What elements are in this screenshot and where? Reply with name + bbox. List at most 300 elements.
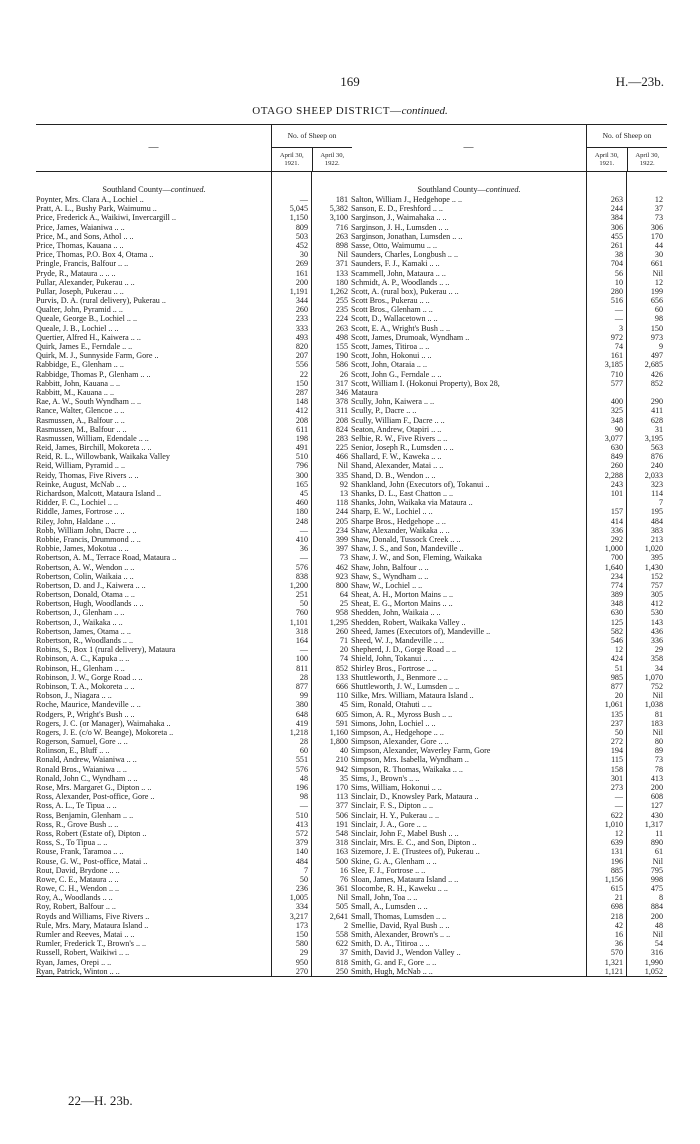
table-row <box>36 627 352 636</box>
sheep-1922: 1,160 <box>329 727 348 737</box>
table-row <box>351 958 667 967</box>
owner-name: Rabbitt, M., Kauana .. .. <box>36 387 115 397</box>
sheep-1921: 280 <box>610 286 623 296</box>
sheep-1922: Nil <box>652 691 663 701</box>
table-row <box>36 204 352 213</box>
table-row <box>36 930 352 939</box>
sheep-1921: 384 <box>610 213 623 223</box>
sheep-1921: 516 <box>610 296 623 306</box>
table-row <box>36 314 352 323</box>
table-row <box>36 342 352 351</box>
sheep-1921: 639 <box>610 838 623 848</box>
table-row <box>351 250 667 259</box>
table-row <box>351 461 667 470</box>
sheep-1922: 60 <box>654 305 663 315</box>
sheep-1922: 973 <box>650 332 663 342</box>
table-row <box>351 443 667 452</box>
owner-name: Scott, John G., Ferndale .. .. <box>351 369 442 379</box>
owner-name: Shepherd, J. D., Gorge Road .. .. <box>351 645 457 655</box>
table-row <box>351 241 667 250</box>
sheep-1922: 13 <box>339 489 348 498</box>
table-row <box>351 967 667 976</box>
sheep-1921: 51 <box>614 663 623 673</box>
table-row <box>36 269 352 278</box>
owner-name: Roy, A., Woodlands .. .. <box>36 893 113 903</box>
sheep-1922: 181 <box>335 195 348 204</box>
owner-name: Smith, D. A., Titiroa .. .. <box>351 939 430 949</box>
sheep-1922: 358 <box>650 654 663 664</box>
sheep-1921: 419 <box>295 718 308 728</box>
owner-name: Robinson, A. C., Kapuka .. .. <box>36 654 130 664</box>
owner-name: Rasmussen, A., Balfour .. .. <box>36 415 125 425</box>
sheep-1921: 622 <box>610 810 623 820</box>
owner-name: Ronald, Andrew, Waianiwa .. .. <box>36 755 137 765</box>
table-row <box>36 517 352 526</box>
sheep-1922: 170 <box>335 783 348 792</box>
table-body <box>351 172 667 977</box>
sheep-1921: 1,010 <box>604 819 623 829</box>
owner-name: Shaw, J. S., and Son, Mandeville .. <box>351 544 464 554</box>
sheep-1921: 243 <box>610 479 623 489</box>
sheep-1921: 460 <box>295 498 308 508</box>
sheep-1921: 45 <box>299 489 308 498</box>
table-row <box>351 710 667 719</box>
sheep-1922: 81 <box>654 709 663 719</box>
sheep-1922: 411 <box>651 406 663 416</box>
owner-name: Pryde, R., Mataura .. .. .. <box>36 268 116 278</box>
owner-name: Smith, G. and F., Gore .. .. <box>351 957 437 967</box>
sheep-1922: 426 <box>650 369 663 379</box>
table-row <box>351 397 667 406</box>
sheep-1922: 26 <box>339 369 348 379</box>
owner-name: Shuttleworth, J. W., Lumsden .. .. <box>351 681 460 691</box>
sheep-1921: 424 <box>610 654 623 664</box>
sheep-1922: 800 <box>335 580 348 590</box>
document-reference: H.—23b. <box>615 74 664 89</box>
sheep-1921: 261 <box>610 240 623 250</box>
owner-name: Scammell, John, Mataura .. .. <box>351 268 446 278</box>
table-row <box>351 351 667 360</box>
sheep-1921: 379 <box>295 838 308 848</box>
sheep-1921: 452 <box>295 240 308 250</box>
sheep-1922: 30 <box>654 250 663 260</box>
owner-name: Robins, S., Box 1 (rural delivery), Mataura <box>36 645 176 655</box>
sheep-1921: 572 <box>295 828 308 838</box>
table-row <box>351 829 667 838</box>
owner-name: Robertson, D. and J., Kaiwera .. .. <box>36 580 146 590</box>
sheep-1921: 7 <box>303 865 308 875</box>
owner-name: Small, A., Lumsden .. .. <box>351 902 428 912</box>
sheep-1922: 208 <box>335 415 348 425</box>
sheep-1921: 237 <box>610 718 623 728</box>
sheep-1922: 852 <box>650 378 663 388</box>
owner-name: Rogerson, Samuel, Gore .. .. <box>36 737 128 747</box>
sheep-1922: 152 <box>650 571 663 581</box>
owner-name: Ross, Robert (Estate of), Dipton .. <box>36 828 147 838</box>
owner-name: Queale, J. B., Lochiel .. .. <box>36 323 119 333</box>
owner-name: Scott, A. (rural box), Pukerau .. .. <box>351 286 459 296</box>
table-row <box>351 507 667 516</box>
sheep-1921: — <box>614 305 623 315</box>
sheep-1921: 196 <box>610 856 623 866</box>
sheep-1921: 809 <box>295 222 308 232</box>
owner-name: Rasmussen, William, Edendale .. .. <box>36 433 149 443</box>
sheep-1922: 250 <box>335 966 348 976</box>
sheep-1921: 248 <box>295 516 308 526</box>
table-row <box>36 287 352 296</box>
owner-name: Smith, Alexander, Brown's .. .. <box>351 930 451 939</box>
sheep-1922: 1,990 <box>644 957 663 967</box>
sheep-1922: 180 <box>335 277 348 287</box>
sheep-1921: 207 <box>295 351 308 361</box>
owner-name: Scott, James, Drumoak, Wyndham .. <box>351 332 470 342</box>
table-row <box>351 838 667 847</box>
table-row <box>36 507 352 516</box>
table-row <box>351 857 667 866</box>
table-row <box>36 223 352 232</box>
page-number: 169 <box>340 74 360 89</box>
owner-name: Simpson, Alexander, Gore .. .. <box>351 737 449 747</box>
table-row <box>36 489 352 498</box>
table-row <box>351 213 667 222</box>
sheep-1921: 493 <box>295 332 308 342</box>
sheep-1922: 795 <box>650 865 663 875</box>
owner-name: Robertson, R., Woodlands .. .. <box>36 636 133 645</box>
owner-name: Robertson, Donald, Otama .. .. <box>36 590 135 600</box>
table-row <box>351 471 667 480</box>
owner-name: Scott, James, Titiroa .. .. <box>351 342 430 351</box>
table-row <box>351 755 667 764</box>
sheep-label: No. of Sheep on <box>272 125 352 148</box>
table-row <box>36 379 352 388</box>
sheep-1922: 205 <box>335 516 348 526</box>
sheep-1921: 56 <box>614 268 623 278</box>
sheep-1922: 484 <box>650 516 663 526</box>
owner-name: Price, Thomas, P.O. Box 4, Otama .. <box>36 250 154 260</box>
sheep-1921: 29 <box>299 948 308 958</box>
sheep-1922: Nil <box>652 856 663 866</box>
table-row <box>351 590 667 599</box>
sheep-1922: 923 <box>335 571 348 581</box>
sheep-1922: 824 <box>335 424 348 434</box>
sheep-1921: 131 <box>610 847 623 857</box>
sheep-1922: 114 <box>651 489 663 498</box>
table-row <box>351 682 667 691</box>
sheep-1922: 35 <box>339 773 348 783</box>
table-row <box>36 195 352 204</box>
owner-name: Reid, R. L., Willowbank, Waikaka Valley <box>36 452 170 462</box>
owner-name: Saunders, F. J., Kamaki .. .. <box>351 259 440 269</box>
table-row <box>351 636 667 645</box>
table-row <box>36 691 352 700</box>
sheep-1921: 100 <box>295 654 308 664</box>
owner-name: Seaton, Andrew, Otapiri .. .. <box>351 424 442 434</box>
sheep-1921: 611 <box>296 424 308 434</box>
owner-name: Scott, D., Wallacetown .. .. <box>351 314 438 324</box>
table-row <box>36 397 352 406</box>
table-row <box>36 710 352 719</box>
table-row <box>36 232 352 241</box>
table-row <box>351 553 667 562</box>
name-column-header: — <box>463 142 474 154</box>
sheep-1922: 234 <box>335 525 348 535</box>
sheep-1922: 1,317 <box>644 819 663 829</box>
table-row <box>351 691 667 700</box>
owner-name: Rout, David, Brydone .. .. <box>36 865 120 875</box>
sheep-1922: 199 <box>650 286 663 296</box>
sheep-1922: 45 <box>339 700 348 710</box>
sheep-1922: 399 <box>335 534 348 544</box>
sheep-1922: 12 <box>654 195 663 204</box>
table-row <box>36 434 352 443</box>
sheep-label: No. of Sheep on <box>587 125 667 148</box>
sheep-1922: 37 <box>339 948 348 958</box>
owner-name: Simpson, A., Hedgehope .. .. <box>351 727 444 737</box>
sheep-1921: 196 <box>295 783 308 792</box>
sheep-1921: 22 <box>299 369 308 379</box>
owner-name: Sheat, E. G., Morton Mains .. .. <box>351 599 453 609</box>
owner-name: Shaw, Donald, Tussock Creek .. .. <box>351 534 461 544</box>
sheep-1922: 44 <box>654 240 663 250</box>
sheep-1921: 400 <box>610 397 623 407</box>
sheep-1921: 985 <box>610 672 623 682</box>
sheep-1921: 760 <box>295 608 308 618</box>
sheep-1922: 74 <box>339 654 348 664</box>
year-1921-header: April 30, 1921. <box>279 152 304 167</box>
table-row <box>36 682 352 691</box>
sheep-1921 <box>587 498 627 507</box>
sheep-1921: — <box>299 553 308 563</box>
sheep-1921: 348 <box>610 599 623 609</box>
owner-name: Reidy, Thomas, Five Rivers .. .. <box>36 470 139 480</box>
owner-name: Mataura <box>351 387 378 397</box>
owner-name: Rowe, C. H., Wendon .. .. <box>36 884 120 894</box>
sheep-1922: 462 <box>335 562 348 572</box>
table-row <box>351 811 667 820</box>
table-row <box>36 351 352 360</box>
owner-name: Scott Bros., Pukerau .. .. <box>351 296 430 306</box>
sheep-1922: 92 <box>339 479 348 489</box>
table-row <box>351 498 667 507</box>
sheep-1922: 80 <box>654 737 663 747</box>
table-row <box>351 259 667 268</box>
owner-name: Scully, John, Kaiwera .. .. <box>351 397 435 407</box>
owner-name: Sharp, E. W., Lochiel .. .. <box>351 507 433 517</box>
table-row <box>351 599 667 608</box>
owner-name: Simpson, R. Thomas, Waikaka .. .. <box>351 764 463 774</box>
sheep-1921: 180 <box>295 507 308 517</box>
sheep-1921: — <box>614 314 623 324</box>
table-row <box>351 737 667 746</box>
owner-name: Simon, A. R., Myross Bush .. .. <box>351 709 453 719</box>
owner-name: Scully, P., Dacre .. .. <box>351 406 417 416</box>
year-1922-header: April 30, 1922. <box>627 148 668 171</box>
table-row <box>351 278 667 287</box>
sheep-1921: 333 <box>295 323 308 333</box>
sheep-1922: 155 <box>335 342 348 351</box>
owner-name: Scully, William F., Dacre .. .. <box>351 415 445 425</box>
table-row <box>36 811 352 820</box>
sheep-1921: 148 <box>295 397 308 407</box>
sheep-1921: 318 <box>295 626 308 636</box>
sheep-1921: 2,288 <box>604 470 623 480</box>
sheep-1921: 42 <box>614 920 623 930</box>
section-label: Southland County— <box>417 185 486 194</box>
sheep-1921: 30 <box>299 250 308 260</box>
sheep-1921: 90 <box>614 424 623 434</box>
sheep-1921: 410 <box>295 534 308 544</box>
table-row <box>36 416 352 425</box>
table-row <box>36 581 352 590</box>
sheep-1921: 198 <box>295 433 308 443</box>
sheep-1921: 16 <box>614 930 623 939</box>
sheep-1921: 140 <box>295 847 308 857</box>
owner-name: Ross, A. L., Te Tipua .. .. <box>36 801 117 811</box>
sheep-1922: 316 <box>650 948 663 958</box>
sheep-1922: 397 <box>335 544 348 554</box>
sheep-1922: 61 <box>654 847 663 857</box>
owner-name: Shaw, Alexander, Waikaka .. .. <box>351 525 450 535</box>
sheep-1921: 36 <box>299 544 308 554</box>
sheep-1921: — <box>299 195 308 204</box>
table-row <box>36 792 352 801</box>
owner-name: Robertson, Colin, Waikaia .. .. <box>36 571 134 581</box>
sheep-1922: 2,685 <box>644 360 663 370</box>
table-row <box>36 544 352 553</box>
owner-name: Ryan, Patrick, Winton .. .. <box>36 966 120 976</box>
sheep-1921: 414 <box>610 516 623 526</box>
table-row <box>36 728 352 737</box>
sheep-1922: 318 <box>335 838 348 848</box>
sheep-1922: 225 <box>335 443 348 453</box>
owner-name: Poynter, Mrs. Clara A., Lochiel .. <box>36 195 144 204</box>
owner-name: Sanson, E. D., Freshford .. .. <box>351 204 443 214</box>
sheep-1921: 334 <box>295 902 308 912</box>
owner-name: Scott, William I. (Hokonui Property), Box 28, <box>351 378 500 388</box>
sheep-1922: 48 <box>654 920 663 930</box>
sheep-1922: 255 <box>335 296 348 306</box>
sheep-1921: 161 <box>610 351 623 361</box>
sheep-1922: 283 <box>335 433 348 443</box>
owner-name: Rumler, Frederick T., Brown's .. .. <box>36 939 147 949</box>
table-row <box>36 452 352 461</box>
sheep-1922: 1,800 <box>329 737 348 747</box>
section-label: Southland County— <box>102 185 171 194</box>
sheep-1921: 74 <box>614 342 623 351</box>
sheep-1922: 1,070 <box>644 672 663 682</box>
sheep-1921: 263 <box>610 195 623 204</box>
sheep-1921: 546 <box>610 636 623 645</box>
sheep-1922: 317 <box>335 378 348 388</box>
owner-name: Robertson, Hugh, Woodlands .. .. <box>36 599 144 609</box>
sheep-1921: 849 <box>610 452 623 462</box>
table-row <box>36 912 352 921</box>
sheep-1922: 133 <box>335 672 348 682</box>
owner-name: Shand, Alexander, Matai .. .. <box>351 461 444 471</box>
table-row <box>36 553 352 562</box>
sheep-1921: 273 <box>610 783 623 792</box>
sheep-1921: 157 <box>610 507 623 517</box>
sheep-1922: 497 <box>650 351 663 361</box>
sheep-1921: 158 <box>610 764 623 774</box>
sheep-1922: 430 <box>650 810 663 820</box>
owner-name: Reinke, August, McNab .. .. <box>36 479 127 489</box>
table-row <box>351 232 667 241</box>
table-row <box>36 461 352 470</box>
sheep-1921: 10 <box>614 277 623 287</box>
owner-name: Silke, Mrs. William, Mataura Island .. <box>351 691 474 701</box>
table-row <box>36 425 352 434</box>
owner-name: Sinclair, John F., Mabel Bush .. .. <box>351 828 459 838</box>
sheep-1922: 605 <box>335 709 348 719</box>
owner-name: Shand, D. B., Wendon .. .. <box>351 470 436 480</box>
table-row <box>36 948 352 957</box>
sheep-1921: 3,217 <box>289 911 308 921</box>
sheep-1922: 852 <box>335 663 348 673</box>
sheep-1921: 233 <box>295 314 308 324</box>
sheep-1922: 8 <box>658 893 663 903</box>
owner-name: Small, John, Toa .. .. <box>351 893 418 903</box>
sheep-1921: 412 <box>295 406 308 416</box>
sheep-1921: 301 <box>610 773 623 783</box>
table-row <box>351 783 667 792</box>
sheep-1922: 666 <box>335 681 348 691</box>
sheep-1922: 884 <box>650 902 663 912</box>
owner-name: Shuttleworth, J., Benmore .. .. <box>351 672 448 682</box>
sheep-1922: 395 <box>650 553 663 563</box>
sheep-1922: 3,195 <box>644 433 663 443</box>
owner-name: Rodgers, P., Wright's Bush .. .. <box>36 709 135 719</box>
sheep-1921: 165 <box>295 479 308 489</box>
owner-name: Sinclair, H. Y., Pukerau .. .. <box>351 810 440 820</box>
table-row <box>351 930 667 939</box>
owner-name: Rule, Mrs. Mary, Mataura Island .. <box>36 920 149 930</box>
owner-name: Sarginson, J. H., Lumsden .. .. <box>351 222 449 232</box>
sheep-1921: 811 <box>296 663 308 673</box>
sheep-1922: 558 <box>335 930 348 939</box>
section-continued: continued. <box>485 185 521 194</box>
table-row <box>351 544 667 553</box>
sheep-1922: 335 <box>335 470 348 480</box>
sheep-1922: 622 <box>335 939 348 949</box>
table-row <box>36 498 352 507</box>
sheep-1921: 1,150 <box>289 213 308 223</box>
sheep-1922: 661 <box>650 259 663 269</box>
sheep-1922: 530 <box>650 608 663 618</box>
section-heading <box>36 172 352 195</box>
sheep-1921: 1,200 <box>289 580 308 590</box>
table-row <box>36 939 352 948</box>
owner-name: Small, Thomas, Lumsden .. .. <box>351 911 447 921</box>
owner-name: Shirley Bros., Fortrose .. .. <box>351 663 437 673</box>
sheep-1921: 1,000 <box>604 544 623 554</box>
table-row <box>36 664 352 673</box>
owner-name: Sarginson, J., Waimahaka .. .. <box>351 213 447 223</box>
sheep-1921: 28 <box>299 672 308 682</box>
table-row <box>351 608 667 617</box>
table-row <box>351 195 667 204</box>
table-row <box>351 379 667 388</box>
sheep-1922: 110 <box>336 691 348 701</box>
table-row <box>36 241 352 250</box>
sheep-1921: 12 <box>614 645 623 655</box>
sheep-1922: 20 <box>339 645 348 655</box>
table-row <box>351 801 667 810</box>
sheep-1921: 838 <box>295 571 308 581</box>
table-row <box>351 847 667 856</box>
sheep-1922: 195 <box>650 507 663 517</box>
sheep-1922: 1,430 <box>644 562 663 572</box>
